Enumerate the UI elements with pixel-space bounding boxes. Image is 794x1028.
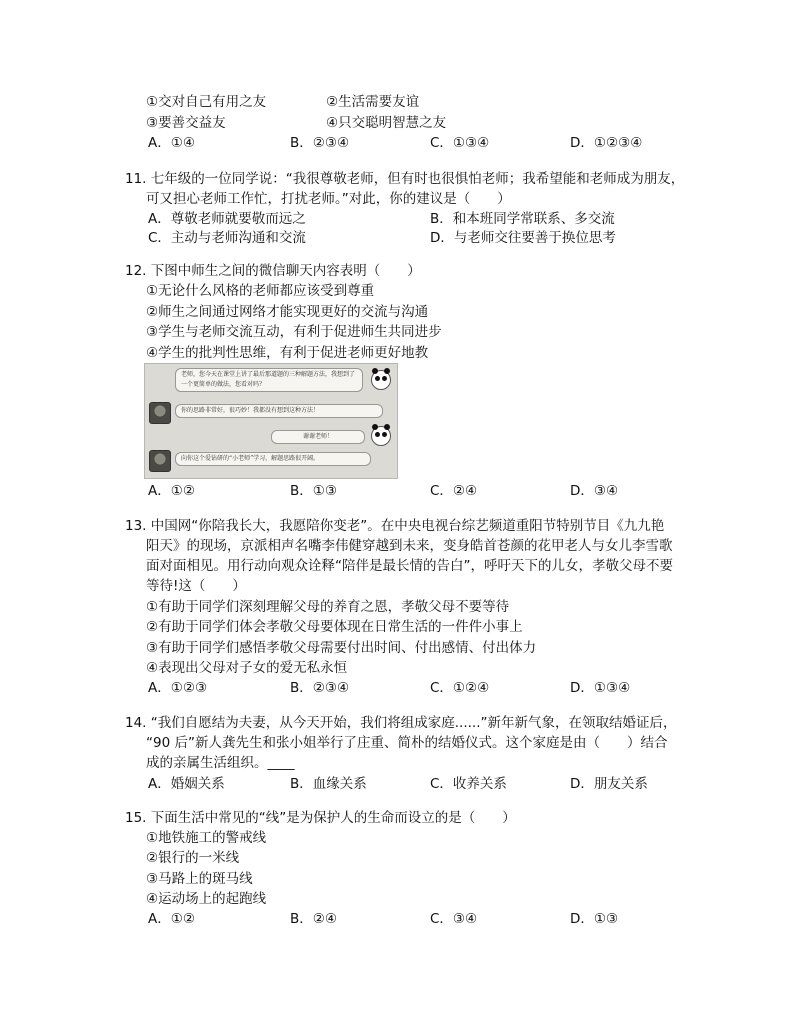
q14-option-c[interactable]: C．收养关系 bbox=[430, 776, 507, 792]
q13-item-2: ②有助于同学们体会孝敬父母要体现在日常生活的一件件小事上 bbox=[146, 619, 523, 635]
q13-item-1: ①有助于同学们深刻理解父母的养育之恩，孝敬父母不要等待 bbox=[146, 599, 510, 615]
q15-item-1: ①地铁施工的警戒线 bbox=[146, 830, 267, 846]
q12-option-c[interactable]: C．②④ bbox=[430, 483, 478, 499]
q15-item-3: ③马路上的斑马线 bbox=[146, 871, 253, 887]
q13-stem-line-1: 13. 中国网“你陪我长大，我愿陪你变老”。在中央电视台综艺频道重阳节特别节目《九九艳 bbox=[125, 518, 665, 534]
q13-option-d[interactable]: D．①③④ bbox=[570, 680, 631, 696]
q11-stem-line-1: 11. 七年级的一位同学说：“我很尊敬老师，但有时也很惧怕老师；我希望能和老师成为朋友， bbox=[125, 171, 685, 187]
q11-stem-line-2: 可又担心老师工作忙，打扰老师。”对此，你的建议是（ ） bbox=[146, 191, 511, 207]
q12-option-d[interactable]: D．③④ bbox=[570, 483, 619, 499]
q15-item-2: ②银行的一米线 bbox=[146, 850, 240, 866]
q13-stem-line-4: 等待!这（ ） bbox=[146, 578, 246, 594]
q10-item-2: ②生活需要友谊 bbox=[326, 94, 420, 110]
q12-option-b[interactable]: B．①③ bbox=[290, 483, 337, 499]
q12-stem: 12. 下图中师生之间的微信聊天内容表明（ ） bbox=[125, 263, 421, 279]
q10-item-3: ③要善交益友 bbox=[146, 115, 226, 131]
q10-option-b[interactable]: B．②③④ bbox=[290, 135, 350, 151]
q14-stem-line-2: “90 后”新人龚先生和张小姐举行了庄重、简朴的结婚仪式。这个家庭是由（ ）结合 bbox=[146, 735, 668, 751]
q11-option-c[interactable]: C．主动与老师沟通和交流 bbox=[148, 230, 306, 246]
q14-stem-line-3: 成的亲属生活组织。____ bbox=[146, 755, 295, 771]
wechat-chat-image bbox=[144, 363, 398, 479]
q15-option-b[interactable]: B．②④ bbox=[290, 911, 337, 927]
chat-bubble-teacher-2: 向你这个爱钻研的“小老师”学习，解题思路很开阔。 bbox=[175, 452, 371, 466]
teacher-avatar-icon bbox=[149, 402, 171, 424]
q12-item-2: ②师生之间通过网络才能实现更好的交流与沟通 bbox=[146, 304, 429, 320]
q14-option-d[interactable]: D．朋友关系 bbox=[570, 776, 648, 792]
q13-option-a[interactable]: A．①②③ bbox=[148, 680, 208, 696]
q13-stem-line-2: 阳天》的现场，京派相声名嘴李伟健穿越到未来，变身皓首苍颜的花甲老人与女儿李雪歌 bbox=[146, 538, 673, 554]
q10-item-1: ①交对自己有用之友 bbox=[146, 94, 267, 110]
q15-option-d[interactable]: D．①③ bbox=[570, 911, 619, 927]
q15-option-a[interactable]: A．①② bbox=[148, 911, 195, 927]
q12-option-a[interactable]: A．①② bbox=[148, 483, 195, 499]
q13-option-c[interactable]: C．①②④ bbox=[430, 680, 490, 696]
panda-avatar-icon bbox=[371, 370, 391, 390]
q13-item-4: ④表现出父母对子女的爱无私永恒 bbox=[146, 660, 348, 676]
q10-option-d[interactable]: D．①②③④ bbox=[570, 135, 643, 151]
q10-item-4: ④只交聪明智慧之友 bbox=[326, 115, 447, 131]
q11-option-b[interactable]: B．和本班同学常联系、多交流 bbox=[430, 211, 615, 227]
q14-option-b[interactable]: B．血缘关系 bbox=[290, 776, 367, 792]
q12-item-4: ④学生的批判性思维，有利于促进老师更好地教 bbox=[146, 345, 429, 361]
q13-stem-line-3: 面对面相见。用行动向观众诠释“陪伴是最长情的告白”，呼吁天下的儿女，孝敬父母不要 bbox=[146, 558, 673, 574]
q10-option-c[interactable]: C．①③④ bbox=[430, 135, 490, 151]
q15-stem: 15. 下面生活中常见的“线”是为保护人的生命而设立的是（ ） bbox=[125, 810, 516, 826]
q14-option-a[interactable]: A．婚姻关系 bbox=[148, 776, 225, 792]
q15-option-c[interactable]: C．③④ bbox=[430, 911, 478, 927]
q12-item-1: ①无论什么风格的老师都应该受到尊重 bbox=[146, 283, 375, 299]
q13-item-3: ③有助于同学们感悟孝敬父母需要付出时间、付出感情、付出体力 bbox=[146, 640, 537, 656]
chat-bubble-teacher-1: 你的思路非常好，很巧妙！我都没有想到这种方法！ bbox=[175, 404, 383, 418]
q11-option-a[interactable]: A．尊敬老师就要敬而远之 bbox=[148, 211, 306, 227]
q13-option-b[interactable]: B．②③④ bbox=[290, 680, 350, 696]
q11-option-d[interactable]: D．与老师交往要善于换位思考 bbox=[430, 230, 616, 246]
q10-option-a[interactable]: A．①④ bbox=[148, 135, 195, 151]
q12-item-3: ③学生与老师交流互动，有利于促进师生共同进步 bbox=[146, 324, 442, 340]
chat-bubble-student-1: 老师，您今天在课堂上讲了最后那道题的三种解题方法，我想到了一个更简单的做法，您看对吗？ bbox=[175, 368, 363, 392]
panda-avatar-icon bbox=[371, 426, 391, 446]
q15-item-4: ④运动场上的起跑线 bbox=[146, 891, 267, 907]
q14-stem-line-1: 14. “我们自愿结为夫妻，从今天开始，我们将组成家庭......”新年新气象，在领取结婚证后， bbox=[125, 715, 677, 731]
teacher-avatar-icon bbox=[149, 450, 171, 472]
chat-bubble-student-2: 谢谢老师！ bbox=[271, 430, 365, 444]
